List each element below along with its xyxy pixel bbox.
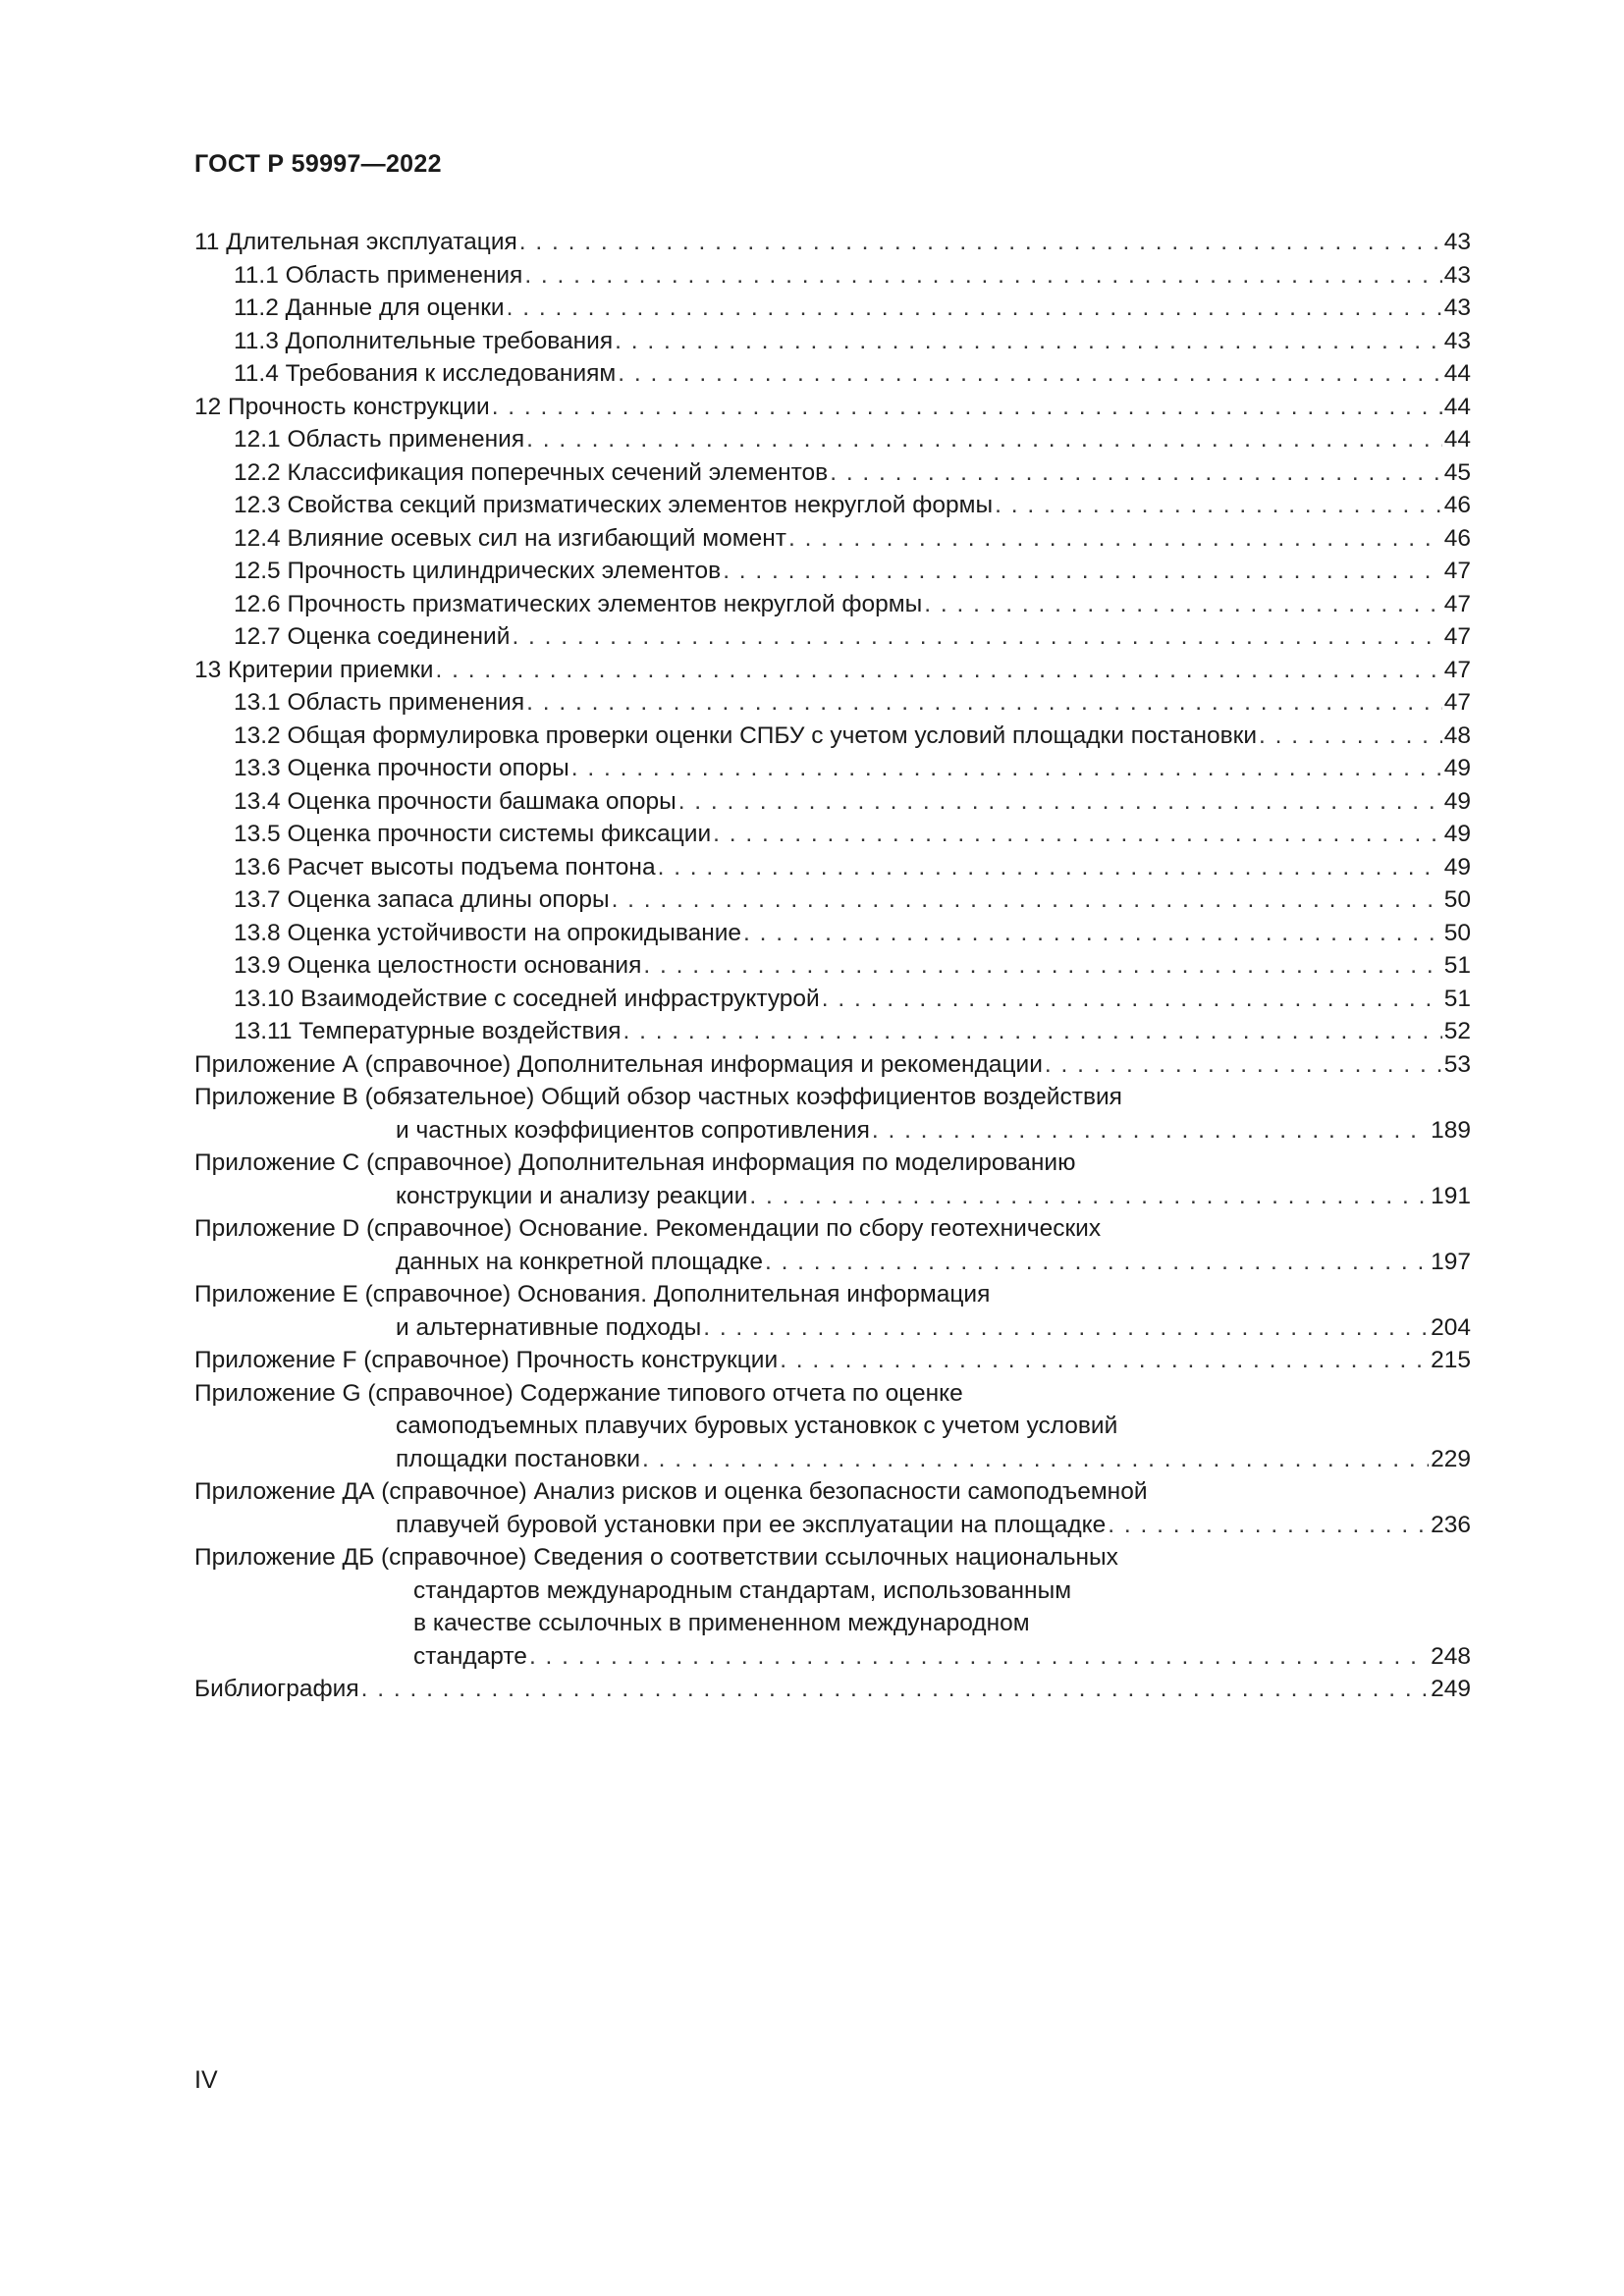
toc-leader-dots: [524, 259, 1441, 293]
toc-leader-dots: [995, 489, 1442, 522]
toc-leader-dots: [743, 917, 1442, 950]
toc-entry-title: 13.7 Оценка запаса длины опоры: [234, 886, 610, 913]
toc-entry-title: 13.4 Оценка прочности башмака опоры: [234, 787, 677, 815]
toc-page-number: 49: [1443, 787, 1471, 815]
toc-page-number: 215: [1431, 1347, 1471, 1373]
toc-entry-title: Приложение ДБ (справочное) Сведения о соответствии ссылочных национальных: [194, 1544, 1118, 1571]
toc-entry[interactable]: [194, 1377, 1471, 1411]
toc-page-number: 43: [1443, 294, 1471, 321]
toc-entry-title: Приложение D (справочное) Основание. Рекомендации по сбору геотехнических: [194, 1215, 1102, 1242]
toc-entry[interactable]: [194, 489, 1471, 522]
toc-leader-dots: [822, 983, 1442, 1016]
toc-page-number: 229: [1431, 1445, 1471, 1472]
toc-entry[interactable]: [194, 1344, 1471, 1377]
toc-entry-title: площадки постановки: [396, 1445, 641, 1472]
toc-page-number: 43: [1443, 229, 1471, 255]
toc-entry-title: 11.1 Область применения: [234, 261, 523, 289]
page-number: IV: [194, 2066, 218, 2094]
toc-entry[interactable]: [194, 1541, 1471, 1575]
toc-entry-title: Приложение G (справочное) Содержание типового отчета по оценке: [194, 1379, 963, 1407]
toc-entry-title: 13.5 Оценка прочности системы фиксации: [234, 821, 712, 847]
toc-entry[interactable]: [194, 292, 1471, 325]
toc-page-number: 51: [1443, 952, 1471, 979]
toc-leader-dots: [703, 1311, 1429, 1345]
toc-leader-dots: [872, 1114, 1429, 1148]
toc-page-number: 49: [1443, 755, 1471, 781]
toc-entry-title: плавучей буровой установки при ее эксплуатации на площадке: [396, 1511, 1107, 1538]
toc-entry-continuation[interactable]: [194, 1443, 1471, 1476]
toc-entry[interactable]: [194, 1147, 1471, 1180]
toc-page-number: 189: [1431, 1116, 1471, 1144]
toc-entry-title: 12.4 Влияние осевых сил на изгибающий момент: [234, 524, 786, 552]
toc-page-number: 47: [1443, 590, 1471, 617]
toc-entry-title: 12.3 Свойства секций призматических элементов некруглой формы: [234, 492, 994, 518]
toc-leader-dots: [615, 325, 1442, 358]
toc-entry-title: 13.10 Взаимодействие с соседней инфраструктурой: [234, 985, 820, 1012]
toc-page-number: 43: [1443, 261, 1471, 289]
toc-page-number: 52: [1443, 1018, 1471, 1044]
toc-entry[interactable]: [194, 1673, 1471, 1706]
toc-entry-title: 12 Прочность конструкции: [194, 393, 490, 420]
toc-entry-title: Приложение С (справочное) Дополнительная информация по моделированию: [194, 1149, 1076, 1176]
toc-page-number: 249: [1431, 1676, 1471, 1702]
toc-entry-continuation[interactable]: [194, 1509, 1471, 1542]
toc-entry-title: 11.3 Дополнительные требования: [234, 327, 614, 354]
toc-entry-title: 13.6 Расчет высоты подъема понтона: [234, 853, 656, 881]
toc-entry[interactable]: [194, 1278, 1471, 1311]
toc-page-number: 46: [1443, 492, 1471, 518]
toc-page-number: 47: [1443, 558, 1471, 584]
toc-entry-title: Приложение А (справочное) Дополнительная информация и рекомендации: [194, 1050, 1043, 1078]
toc-page-number: 49: [1443, 853, 1471, 881]
toc-entry[interactable]: [194, 949, 1471, 983]
toc-entry[interactable]: [194, 818, 1471, 851]
toc-entry-title: 13.9 Оценка целостности основания: [234, 952, 642, 979]
toc-page-number: 43: [1443, 327, 1471, 354]
toc-page-number: 48: [1443, 721, 1471, 749]
toc-leader-dots: [507, 292, 1442, 325]
toc-page-number: 44: [1443, 426, 1471, 453]
toc-leader-dots: [492, 391, 1442, 424]
toc-entry-title: Приложение ДА (справочное) Анализ рисков и оценка безопасности самоподъемной: [194, 1478, 1148, 1505]
toc-entry[interactable]: [194, 1081, 1471, 1114]
toc-leader-dots: [723, 555, 1442, 588]
toc-entry[interactable]: [194, 654, 1471, 687]
toc-page-number: 45: [1443, 458, 1471, 486]
toc-page-number: 53: [1443, 1050, 1471, 1078]
toc-entry-title: 12.7 Оценка соединений: [234, 623, 511, 650]
toc-leader-dots: [361, 1673, 1430, 1706]
toc-page-number: 204: [1431, 1313, 1471, 1341]
toc-entry[interactable]: [194, 620, 1471, 654]
toc-leader-dots: [612, 883, 1442, 917]
toc-leader-dots: [713, 818, 1442, 851]
toc-page-number: 47: [1443, 623, 1471, 650]
toc-leader-dots: [571, 752, 1442, 785]
toc-page-number: 47: [1443, 656, 1471, 683]
toc-entry-continuation[interactable]: [194, 1410, 1471, 1443]
toc-leader-dots: [788, 522, 1442, 556]
toc-entry-title: в качестве ссылочных в примененном международном: [413, 1610, 1030, 1636]
toc-entry-title: 13.1 Область применения: [234, 689, 525, 716]
toc-entry-title: стандарте: [413, 1642, 527, 1670]
toc-entry[interactable]: [194, 1048, 1471, 1082]
toc-leader-dots: [529, 1640, 1429, 1674]
toc-page-number: 51: [1443, 985, 1471, 1012]
toc-entry-title: 12.6 Прочность призматических элементов некруглой формы: [234, 590, 923, 617]
toc-leader-dots: [765, 1246, 1429, 1279]
toc-leader-dots: [924, 588, 1442, 621]
toc-leader-dots: [1045, 1048, 1442, 1082]
toc-leader-dots: [780, 1344, 1429, 1377]
toc-entry-continuation[interactable]: [194, 1114, 1471, 1148]
toc-entry[interactable]: [194, 456, 1471, 490]
toc-entry-title: 12.2 Классификация поперечных сечений элементов: [234, 458, 829, 486]
toc-entry-continuation[interactable]: [194, 1607, 1471, 1640]
toc-entry-title: 13.2 Общая формулировка проверки оценки СПБУ с учетом условий площадки постановки: [234, 721, 1258, 749]
toc-entry-title: 13.8 Оценка устойчивости на опрокидывание: [234, 919, 742, 946]
toc-page-number: 46: [1443, 524, 1471, 552]
toc-entry[interactable]: [194, 785, 1471, 819]
toc-entry-title: стандартов международным стандартам, использованным: [413, 1576, 1072, 1604]
table-of-contents: [194, 226, 1471, 1706]
toc-entry-title: 13 Критерии приемки: [194, 656, 434, 683]
toc-entry-title: конструкции и анализу реакции: [396, 1182, 748, 1209]
toc-entry-title: самоподъемных плавучих буровых установкок с учетом условий: [396, 1413, 1118, 1439]
toc-page-number: 44: [1443, 360, 1471, 387]
toc-page-number: 248: [1431, 1642, 1471, 1670]
toc-entry[interactable]: [194, 423, 1471, 456]
toc-leader-dots: [643, 949, 1441, 983]
document-header: ГОСТ Р 59997—2022: [194, 150, 442, 178]
toc-entry[interactable]: [194, 357, 1471, 391]
toc-entry[interactable]: [194, 226, 1471, 259]
toc-entry[interactable]: [194, 752, 1471, 785]
toc-entry-title: и частных коэффициентов сопротивления: [396, 1116, 870, 1144]
toc-leader-dots: [512, 620, 1441, 654]
toc-entry[interactable]: [194, 983, 1471, 1016]
toc-leader-dots: [830, 456, 1442, 490]
toc-entry-title: Приложение В (обязательное) Общий обзор частных коэффициентов воздействия: [194, 1084, 1122, 1110]
toc-leader-dots: [1108, 1509, 1429, 1542]
toc-page-number: 191: [1431, 1182, 1471, 1209]
toc-leader-dots: [526, 423, 1442, 456]
toc-entry[interactable]: [194, 522, 1471, 556]
toc-entry[interactable]: [194, 391, 1471, 424]
toc-entry-title: 11 Длительная эксплуатация: [194, 229, 517, 255]
toc-entry-title: 11.4 Требования к исследованиям: [234, 360, 617, 387]
toc-entry[interactable]: [194, 1015, 1471, 1048]
toc-leader-dots: [526, 686, 1442, 720]
toc-entry-continuation[interactable]: [194, 1246, 1471, 1279]
toc-entry-continuation[interactable]: [194, 1311, 1471, 1345]
toc-entry-title: 12.5 Прочность цилиндрических элементов: [234, 558, 722, 584]
toc-leader-dots: [658, 851, 1442, 884]
toc-entry-title: 13.11 Температурные воздействия: [234, 1018, 622, 1044]
toc-page-number: 50: [1443, 886, 1471, 913]
toc-entry[interactable]: [194, 1212, 1471, 1246]
toc-leader-dots: [1259, 720, 1442, 753]
toc-entry[interactable]: [194, 686, 1471, 720]
toc-entry-continuation[interactable]: [194, 1575, 1471, 1608]
toc-page-number: 47: [1443, 689, 1471, 716]
toc-entry-title: Приложение Е (справочное) Основания. Дополнительная информация: [194, 1281, 991, 1308]
toc-page-number: 197: [1431, 1248, 1471, 1275]
toc-entry-continuation[interactable]: [194, 1180, 1471, 1213]
toc-page-number: 50: [1443, 919, 1471, 946]
toc-leader-dots: [623, 1015, 1441, 1048]
toc-leader-dots: [519, 226, 1442, 259]
toc-entry-title: 13.3 Оценка прочности опоры: [234, 755, 569, 781]
toc-page-number: 236: [1431, 1511, 1471, 1538]
toc-entry[interactable]: [194, 259, 1471, 293]
toc-entry[interactable]: [194, 883, 1471, 917]
toc-entry[interactable]: [194, 325, 1471, 358]
toc-entry[interactable]: [194, 917, 1471, 950]
toc-leader-dots: [642, 1443, 1429, 1476]
toc-entry-title: Библиография: [194, 1676, 359, 1702]
toc-entry-title: и альтернативные подходы: [396, 1313, 702, 1341]
toc-leader-dots: [678, 785, 1442, 819]
toc-leader-dots: [435, 654, 1441, 687]
toc-page-number: 44: [1443, 393, 1471, 420]
toc-entry[interactable]: [194, 720, 1471, 753]
toc-entry-title: Приложение F (справочное) Прочность конструкции: [194, 1347, 779, 1373]
toc-entry-continuation[interactable]: [194, 1640, 1471, 1674]
toc-entry[interactable]: [194, 1475, 1471, 1509]
toc-entry-title: 12.1 Область применения: [234, 426, 525, 453]
toc-entry[interactable]: [194, 851, 1471, 884]
toc-page-number: 49: [1443, 821, 1471, 847]
toc-entry-title: 11.2 Данные для оценки: [234, 294, 505, 321]
toc-leader-dots: [618, 357, 1441, 391]
toc-entry[interactable]: [194, 588, 1471, 621]
toc-leader-dots: [749, 1180, 1429, 1213]
toc-entry[interactable]: [194, 555, 1471, 588]
toc-entry-title: данных на конкретной площадке: [396, 1248, 763, 1275]
